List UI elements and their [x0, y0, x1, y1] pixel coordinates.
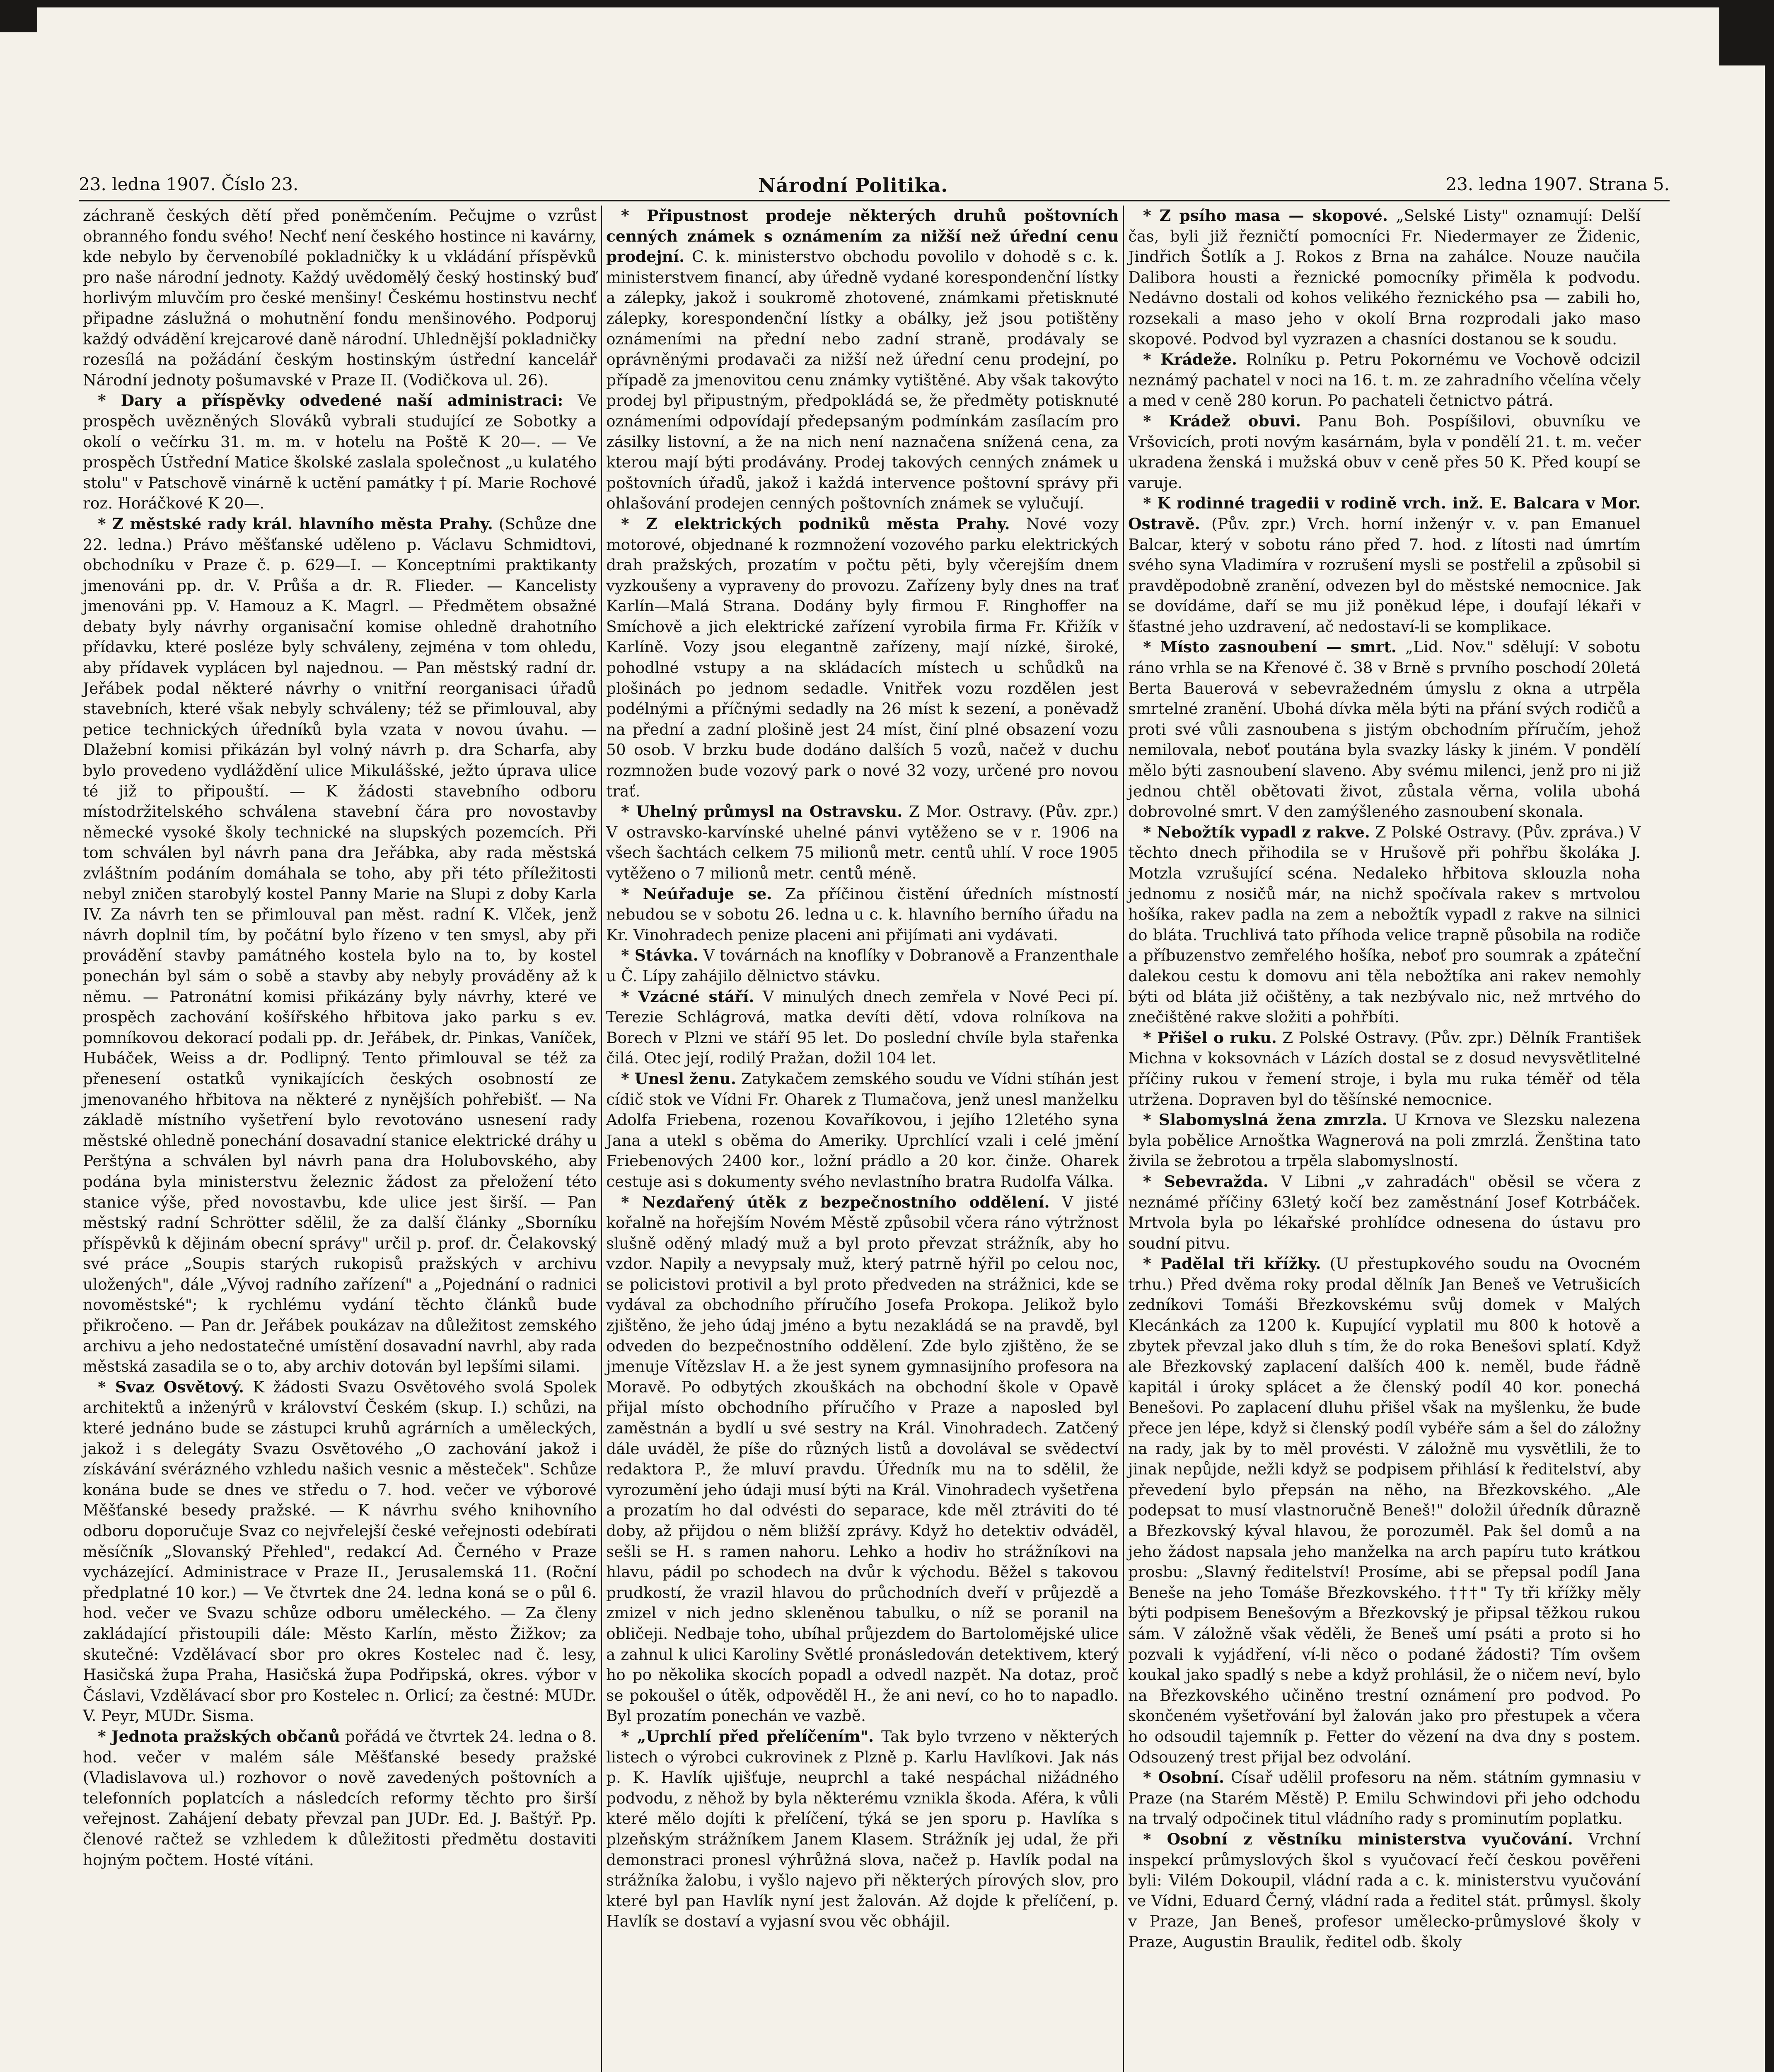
article-headline: * „Uprchlí před přelíčením". — [621, 1727, 874, 1745]
article-paragraph — [1128, 1172, 1641, 1254]
article-text: Tak bylo tvrzeno v některých listech o výrobci cukrovinek z Plzně p. Karlu Havlíkovi. Jak nás p. K. Havlík ujišťuje, neuprchl a také nespáchal nižádného podvodu, z něhož by byla některému vznikla škoda. Aféra, k vůli které mělo dojíti k přelíčení, týká se jen sporu p. Havlíka s plzeňským strážníkem Janem Klasem. Strážník jej udal, že při demonstraci pronesl výhrůžná slova, načež p. Havlík podal na strážníka žalobu, i vyšlo najevo při některých pírových slov, pro které byl pan Havlík nyní jest žalován. Až dojde k přelíčení, p. Havlík se dostaví a vyjasní svou věc obhájil. — [606, 1727, 1119, 1931]
article-text: V minulých dnech zemřela v Nové Peci pí. Terezie Schlágrová, matka devíti dětí, vdova rolníkova na Borech v Plzni ve stáří 95 let. Do poslední chvíle byla stařenka čilá. Otec její, rodilý Pražan, dožil 104 let. — [606, 987, 1119, 1067]
article-text: Císař udělil profesoru na něm. státním gymnasiu v Praze (na Starém Městě) P. Emilu Schwindovi při jeho odchodu na trvalý odpočinek titul vládního rady s prominutím poplatku. — [1128, 1768, 1641, 1828]
article-text: „Selské Listy" oznamují: Delší čas, byli již řezničtí pomocníci Fr. Niedermayer ze Židenic, Jindřich Šotlík a J. Rokos z Brna na zahálce. Nouze naučila Dalibora housti a řeznické pomocníky přiměla k podvodu. Nedávno dostali od kohos velikého řeznického psa — zabili ho, rozsekali a maso jeho v okolí Brna rozprodali jako maso skopové. Podvod byl vyzrazen a chasníci dostanou se k soudu. — [1128, 206, 1641, 348]
scan-mark-top-left — [0, 7, 37, 32]
column-2 — [601, 206, 1123, 2072]
article-text: Vrchní inspekcí průmyslových škol s vyučovací řečí českou pověřeni byli: Vilém Dokoupil, vládní rada a c. k. ministerstvu vyučování ve Vídni, Eduard Černý, vládní rada a ředitel stát. průmysl. školy v Praze, Jan Beneš, profesor umělecko-průmyslové školy v Praze, Augustin Braulik, ředitel odb. školy — [1128, 1830, 1641, 1951]
article-headline: * Svaz Osvětový. — [98, 1377, 244, 1396]
article-headline: * Krádež obuvi. — [1143, 411, 1301, 430]
article-headline: * K rodinné tragedii v rodině vrch. inž. E. Balcara v Mor. Ostravě. — [1128, 494, 1641, 533]
article-text: „Lid. Nov." sdělují: V sobotu ráno vrhla se na Křenové č. 38 v Brně s prvního poschodí 20letá Berta Bauerová v sebevražedném úmyslu z okna a utrpěla smrtelné zranění. Ubohá dívka měla býti na přání svých rodičů a proti své vůli zasnoubena s jistým obchodním příručím, jehož nemilovala, neboť poutána byla svazky lásky k jiném. V pondělí mělo býti zasnoubení slaveno. Aby svému milenci, jenž pro ni již jednou chtěl obětovati život, zůstala věrna, volila ubohá dobrovolné smrt. V den zamýšleného zasnoubení skonala. — [1128, 638, 1641, 821]
article-headline: * Místo zasnoubení — smrt. — [1143, 638, 1397, 656]
article-paragraph — [1128, 822, 1641, 1028]
article-text: Panu Boh. Pospíšilovi, obuvníku ve Vršovicích, proti novým kasárnám, byla v pondělí 21. t. m. večer ukradena ženská i mužská obuv v ceně přes 50 K. Před koupí se varuje. — [1128, 411, 1641, 492]
article-headline: * Vzácné stáří. — [621, 987, 754, 1006]
article-paragraph — [1128, 1829, 1641, 1953]
article-paragraph — [83, 206, 597, 390]
article-paragraph — [606, 945, 1119, 986]
article-paragraph — [83, 390, 597, 514]
article-headline: * Osobní. — [1143, 1768, 1225, 1787]
article-headline: * Nezdařený útěk z bezpečnostního oddělení. — [621, 1193, 1050, 1211]
article-headline: * Padělal tři křížky. — [1143, 1254, 1321, 1273]
article-paragraph — [83, 514, 597, 1377]
article-paragraph — [1128, 206, 1641, 349]
column-3 — [1123, 206, 1645, 2072]
header-date-issue: 23. ledna 1907. Číslo 23. — [79, 174, 299, 194]
article-text: U Krnova ve Slezsku nalezena byla pobělice Arnoštka Wagnerová na poli zmrzlá. Ženština tato živila se žebrotou a trpěla slabomyslností. — [1128, 1111, 1641, 1170]
article-text: (U přestupkového soudu na Ovocném trhu.) Před dvěma roky prodal dělník Jan Beneš ve Vetrušicích zedníkovi Tomáši Březkovskému svůj domek v Malých Klecánkách za 1200 k. Kupující vyplatil mu 800 k hotově a zbytek převzal jako dluh s tím, že do roka Benešovi splatí. Když ale Březkovský zaplacení dalších 400 k. neměl, bude řádně kapitál i úroky splácet a že členský podíl 40 kor. ponechá Benešovi. Po zaplacení dluhu přišel však na myšlenku, že bude přece jen lépe, když si členský podíl vybéře sám a šel do záložny na rady, jak by to měl provésti. V záložně mu vysvětlili, že to jinak nepůjde, nežli když se podpisem přihlásí k ředitelství, aby převedení bylo přepsán na něho, na Březkovského. „Ale podepsat to musí vlastnoručně Beneš!" doložil úředník důrazně a Březkovský kýval hlavou, že porozuměl. Pak šel domů a na jeho žádost napsala jeho manželka na arch papíru tuto krátkou prosbu: „Slavný ředitelství! Prosíme, abi se přepsal podíl Jana Beneše na jeho Tomáše Březkovského. †††" Ty tři křížky měly býti podpisem Benešovým a Březkovský je připsal těžkou rukou sám. V záložně však věděli, že Beneš umí psáti a proto si ho pozvali k vyjádření, ví-li něco o podané žádosti? Tím ovšem koukal jako spadlý s nebe a když prohlásil, že o ničem neví, bylo na Březkovského učiněno trestní oznámení pro podvod. Po skončeném vyšetřování byl žalován jako pro přestupek a včera ho odsoudil tajemník p. Fetter do vězení na dva dny s postem. Odsouzený trest přijal bez odvolání. — [1128, 1254, 1641, 1766]
article-text: Ve prospěch uvězněných Slováků vybrali studující ze Sobotky a okolí o večírku 31. m. m. v hotelu na Poště K 20—. — Ve prospěch Ústřední Matice školské zaslala společnost „u kulatého stolu" v Patschově vinárně k uctění památky † pí. Marie Rochové roz. Horáčkové K 20—. — [83, 391, 597, 513]
article-paragraph — [83, 1377, 597, 1726]
header-date-page: 23. ledna 1907. Strana 5. — [1445, 174, 1670, 194]
article-headline: * Neúřaduje se. — [621, 884, 772, 903]
article-headline: * Slabomyslná žena zmrzla. — [1143, 1111, 1387, 1129]
header-rule — [79, 200, 1670, 201]
article-paragraph — [606, 1192, 1119, 1726]
article-text: Za příčinou čistění úředních místností nebudou se v sobotu 26. ledna u c. k. hlavního berního úřadu na Kr. Vinohradech penize placeni ani přijímati ani vydávati. — [606, 884, 1119, 944]
page-header — [79, 174, 1670, 198]
article-headline: * Dary a příspěvky odvedené naší administraci: — [98, 391, 563, 410]
article-headline: * Nebožtík vypadl z rakve. — [1143, 823, 1370, 841]
article-text: V jisté kořalně na hořejším Novém Městě způsobil včera ráno výtržnost slušně oděný mladý muž a byl proto převzat strážník, aby ho vzdor. Napily a nevypsaly muž, který patrně hýřil po celou noc, se policistovi protivil a byl proto předveden na strážnici, kde se vydával za obchodního příručího Josefa Prokopa. Jelikož bylo zjištěno, že jeho údaj jméno a bytu nezakládá se na pravdě, byl odveden do bezpečnostního oddělení. Zde bylo zjištěno, že se jmenuje Vítězslav H. a že jest synem gymnasijního profesora na Moravě. Po odbytých zkouškách na obchodní škole v Opavě přijal místo obchodního příručího v Praze a naposled byl zaměstnán a bydlí u své sestry na Král. Vinohradech. Zatčený dále uváděl, že píše do různých listů a dovolával se svědectví redaktora P., že mluví pravdu. Úředník mu na to sdělil, že vyrozumění jeho údaji musí býti na Král. Vinohradech vyšetřena a prozatím ho dal odvésti do separace, kde měl ztráviti do té doby, až přijdou o něm bližší zprávy. Když ho detektiv odváděl, sešli se H. s ramen nahoru. Lehko a hodiv ho strážníkovi na hlavu, pádil po schodech na dvůr k východu. Běžel s takovou prudkostí, že vrazil hlavou do průchodních dveří v průjezdě a zmizel v nich jedno skleněnou tabulku, o níž se poranil na obličeji. Nedbaje toho, ubíhal průjezdem do Bartolomějské ulice a zahnul k ulici Karoliny Světlé pronásledován detektivem, který ho po několika skocích popadl a odvedl nazpět. Na dotaz, proč se pokoušel o útěk, odpověděl H., že ani neví, co ho to napadlo. Byl prozatím ponechán ve vazbě. — [606, 1193, 1119, 1725]
article-paragraph — [1128, 1254, 1641, 1767]
article-paragraph — [606, 514, 1119, 801]
article-text: C. k. ministerstvo obchodu povolilo v dohodě s c. k. ministerstvem financí, aby úředně vydané korespondenční lístky a zálepky, jakož i soukromě zhotovené, známkami přetisknuté zálepky, korespondenční lístky a obálky, jež jsou potištěny oznámeními na přední nebo zadní straně, prodávaly se oprávněnými prodavači za nižší než úřední cenu prodejní, po případě za jmenovitou cenu známky vytištěné. Aby však takovýto prodej byl připustným, předpokládá se, že předměty potisknuté oznámeními odpovídají předepsaným podmínkám zasílacím pro zásilky listovní, a že na nich není naznačena snížená cena, za kterou mají býti prodávány. Prodej takových cenných známek u poštovních úřadů, jakož i každá intervence poštovní správy při ohlašování prodejen cenných poštovních známek se vylučují. — [606, 247, 1119, 513]
article-text: pořádá ve čtvrtek 24. ledna o 8. hod. večer v malém sále Měšťanské besedy pražské (Vladislavova ul.) rozhovor o nově zavedených poštovních a telefonních poplatcích a následcích reformy těchto pro širší veřejnost. Zahájení debaty převzal pan JUDr. Ed. J. Baštýř. Pp. členové račtež se vzhledem k důležitosti předmětu dostaviti hojným počtem. Hosté vítáni. — [83, 1727, 597, 1869]
article-text: záchraně českých dětí před poněmčením. Pečujme o vzrůst obranného fondu svého! Nechť není českého hostince ni kavárny, kde nebylo by červenobílé pokladničky k u vkládání příspěvků pro naše národní jednoty. Každý uvědomělý český hostinský buď horlivým mluvčím pro české menšiny! Českému hostinstvu nechť připadne záslužná o mohutnění fondu menšinového. Podporuj každý odvádění krejcarové daně národní. Uhlednější pokladničky rozesílá na požádání českým hostinským ústřední kancelář Národní jednoty pošumavské v Praze II. (Vodičkova ul. 26). — [83, 206, 597, 389]
article-text: Zatykačem zemského soudu ve Vídni stíhán jest cídič stok ve Vídni Fr. Oharek z Tlumačova, jenž unesl manželku Adolfa Friebena, rozenou Kovaříkovou, i jejího 12letého syna Jana a utekl s oběma do Ameriky. Uprchlící vzali i celé jmění Friebenových 2400 kor., ložní prádlo a 20 kor. činže. Oharek cestuje asi s dokumenty svého nevlastního bratra Rudolfa Válka. — [606, 1069, 1119, 1191]
masthead-title: Národní Politika. — [758, 174, 948, 196]
article-paragraph — [83, 1726, 597, 1870]
article-headline: * Krádeže. — [1143, 350, 1237, 369]
article-headline: * Z městské rady král. hlavního města Prahy. — [98, 514, 493, 533]
article-headline: * Unesl ženu. — [621, 1069, 736, 1088]
article-text: Z Mor. Ostravy. (Pův. zpr.) V ostravsko-karvínské uhelné pánvi vytěženo se v r. 1906 na všech šachtách celkem 75 milionů metr. centů uhlí. V roce 1905 vytěženo o 7 milionů metr. centů méně. — [606, 802, 1119, 882]
scan-mark-top-right — [1719, 7, 1765, 65]
article-text: Nové vozy motorové, objednané k rozmnožení vozového parku elektrických drah pražských, prozatím v počtu pěti, byly včerejším dnem vyzkoušeny a vypraveny do provozu. Zařízeny byly dnes na trať Karlín—Malá Strana. Dodány byly firmou F. Ringhoffer na Smíchově a jich elektrické zařízení vyrobila firma Fr. Křižík v Karlíně. Vozy jsou elegantně zařízeny, mají nízké, široké, pohodlné vstupy a na skládacích místech u schůdků na plošinách po jednom sedadle. Vnitřek vozu rozdělen jest podélnými a příčnými sedadly na 26 míst k sezení, a poněvadž na přední a zadní plošině jest 24 míst, činí plné obsazení vozu 50 osob. V brzku bude dodáno dalších 5 vozů, načež v duchu rozmnožen bude vozový park o nové 32 vozy, určené pro novou trať. — [606, 514, 1119, 800]
scan-border-top — [0, 0, 1774, 7]
article-text: (Pův. zpr.) Vrch. horní inženýr v. v. pan Emanuel Balcar, který v sobotu ráno před 7. hod. z lítosti nad úmrtím svého syna Vladimíra v rozrušení mysli se postřelil a způsobil si pravděpodobně zranění, odvezen byl do městské nemocnice. Jak se dovídáme, daří se mu již poněkud lépe, i doufají lékaři v šťastné jeho uzdravení, ač nedostaví-li se komplikace. — [1128, 514, 1641, 636]
scan-perforation — [1765, 580, 1768, 688]
article-headline: * Uhelný průmysl na Ostravsku. — [621, 802, 903, 821]
article-text: (Schůze dne 22. ledna.) Právo měšťanské uděleno p. Václavu Schmidtovi, obchodníku v Praze č. p. 629—I. — Konceptními praktikanty jmenováni pp. dr. V. Průša a dr. R. Flieder. — Kancelisty jmenováni pp. V. Hamouz a K. Magrl. — Předmětem obsažné debaty byly návrhy organisační komise ohledně drahotního přídavku, které posléze byly schváleny, zejména v tom ohledu, aby přídavek vyplácen byl najednou. — Pan městský radní dr. Jeřábek podal některé návrhy o vnitřní reorganisaci úřadů stavebních, které však nebyly schváleny; též se přimlouval, aby petice technických úředníků byla vzata v novou úvahu. — Dlažební komisi přikázán byl volný návrh p. dra Scharfa, aby bylo provedeno vydláždění ulice Mikulášské, ježto úprava ulice té již to připouští. — K žádosti stavebního odboru místodržitelského schválena stavební čára pro novostavby německé vysoké školy technické na slupských pozemcích. Při tom schválen byl návrh pana dra Jeřábka, aby rada městská zvláštním podáním domáhala se toho, aby při této příležitosti nebyl zničen starobylý kostel Panny Marie na Slupi z doby Karla IV. Za návrh ten se přimlouval pan měst. radní K. Vlček, jenž návrh doplnil tím, by počátní bylo řízeno v ten smysl, aby při provádění stavby památného kostela bylo na to, by kostel ponechán byl sám o sobě a stavby aby nebyly prováděny až k němu. — Patronátní komisi přikázány byly návrhy, které ve prospěch zachování košířského hřbitova jako parku s ev. pomníkovou dekorací podali pp. dr. Jeřábek, dr. Pinkas, Vaníček, Hubáček, Weiss a dr. Podlipný. Tento přimlouval se též za přenesení ostatků vynikajících českých osobností ze jmenovaného hřbitova na některé z nynějších pohřebišť. — Na základě místního vyšetření bylo revotováno usnesení rady městské ohledně ponechání dosavadní stanice elektrické dráhy u Perštýna a schválen byl návrh pana dra Holubovského, aby podána byla ministerstvu železnic žádost za přeložení této stanice výše, před novostavbu, kde ulice jest širší. — Pan městský radní Schrötter sdělil, že za další články „Sborníku příspěvků k dějinám obecní správy" určil p. prof. dr. Čelakovský své práce „Soupis starých rukopisů pražských v archivu uložených", dále „Vývoj radního zařízení" a „Pojednání o radnici novoměstské"; k rychlému vydání těchto článků bude přikročeno. — Pan dr. Jeřábek poukázav na důležitost zemského archivu a jeho nedostatečné umístění dosavadní navrhl, aby rada městská zasadila se o to, aby archiv dotován byl lepšími silami. — [83, 514, 597, 1376]
scan-perforation — [1765, 1450, 1768, 1658]
article-paragraph — [1128, 493, 1641, 637]
article-paragraph — [606, 987, 1119, 1069]
article-headline: * Z elektrických podniků města Prahy. — [621, 514, 1010, 533]
article-text: V továrnách na knoflíky v Dobranově a Franzenthale u Č. Lípy zahájilo dělnictvo stávku. — [606, 946, 1119, 985]
article-paragraph — [606, 206, 1119, 514]
article-paragraph — [606, 801, 1119, 884]
scan-border-right — [1765, 0, 1774, 2072]
article-headline: * Osobní z věstníku ministerstva vyučování. — [1143, 1830, 1573, 1848]
article-headline: * Stávka. — [621, 946, 698, 965]
article-headline: * Přišel o ruku. — [1143, 1028, 1277, 1047]
article-headline: * Sebevražda. — [1143, 1172, 1269, 1191]
article-headline: * Připustnost prodeje některých druhů poštovních cenných známek s oznámením za nižší než úřední cenu prodejní. — [606, 206, 1119, 266]
article-paragraph — [1128, 1110, 1641, 1172]
article-columns — [79, 206, 1670, 2072]
article-paragraph — [1128, 411, 1641, 493]
article-paragraph — [1128, 349, 1641, 411]
article-headline: * Jednota pražských občanů — [98, 1727, 340, 1745]
article-paragraph — [606, 1069, 1119, 1192]
article-text: V Libni „v zahradách" oběsil se včera z neznámé příčiny 63letý kočí bez zaměstnání Josef Kotrbáček. Mrtvola byla po lékařské prohlídce odnesena do ústavu pro soudní pitvu. — [1128, 1172, 1641, 1252]
article-text: Z Polské Ostravy. (Pův. zpráva.) V těchto dnech přihodila se v Hrušově při pohřbu školáka J. Motzla vzrušující scéna. Nedaleko hřbitova sklouzla noha jednomu z nosičů már, na nichž spočívala rakev s mrtvolou hošíka, rakev padla na zem a nebožtík vypadl z rakve na silnici do bláta. Truchlivá tato příhoda velice trapně působila na rodiče a příbuzenstvo zemřelého hošíka, neboť pro soumrak a zpáteční dalekou cestu k domovu ani těla nebožtíka ani rakev nemohly býti od bláta již očištěny, a tak nezbývalo nic, než mrtvého do znečištěné rakve složiti a pohřbíti. — [1128, 823, 1641, 1026]
article-text: Z Polské Ostravy. (Pův. zpr.) Dělník František Michna v koksovnách v Lázích dostal se z dosud nevysvětlitelné příčiny rukou v řemení stroje, i byla mu ruka téměř od těla utržena. Dopraven byl do těšínské nemocnice. — [1128, 1028, 1641, 1109]
article-paragraph — [1128, 1767, 1641, 1829]
column-1 — [79, 206, 601, 2072]
article-paragraph — [606, 1726, 1119, 1932]
article-paragraph — [1128, 637, 1641, 822]
article-text: K žádosti Svazu Osvětového svolá Spolek architektů a inženýrů v království Českém (skup. I.) schůzi, na které jednáno bude se zástupci kruhů agrárních a uměleckých, jakož i s delegáty Svazu Osvětového „O zachování jakož i získávání svérázného vzhledu našich vesnic a městeček". Schůze konána bude se dnes ve středu o 7. hod. večer ve výborové Měšťanské besedy pražské. — K návrhu svého knihovního odboru doporučuje Svaz co nejvřelejší české veřejnosti odebírati měsíčník „Slovanský Přehled", redakcí Ad. Černého v Praze vycházející. Administrace v Praze II., Jerusalemská 11. (Roční předplatné 10 kor.) — Ve čtvrtek dne 24. ledna koná se o půl 6. hod. večer ve Svazu schůze odboru uměleckého. — Za členy zakládající přistoupili dále: Město Karlín, město Žižkov; za skutečné: Vzdělávací sbor pro okres Kostelec nad č. lesy, Hasičská župa Praha, Hasičská župa Podřipská, okres. výbor v Čáslavi, Vzdělávací sbor pro Kostelec n. Orlicí; za čestné: MUDr. V. Peyr, MUDr. Sisma. — [83, 1377, 597, 1725]
scan-perforation — [1765, 2031, 1768, 2072]
article-text: Rolníku p. Petru Pokornému ve Vochově odcizil neznámý pachatel v noci na 16. t. m. ze zahradního včelína včely a med v ceně 280 korun. Po pachateli četnictvo pátrá. — [1128, 350, 1641, 410]
article-headline: * Z psího masa — skopové. — [1143, 206, 1388, 225]
article-paragraph — [1128, 1028, 1641, 1110]
newspaper-page — [79, 174, 1670, 2072]
article-paragraph — [606, 884, 1119, 946]
